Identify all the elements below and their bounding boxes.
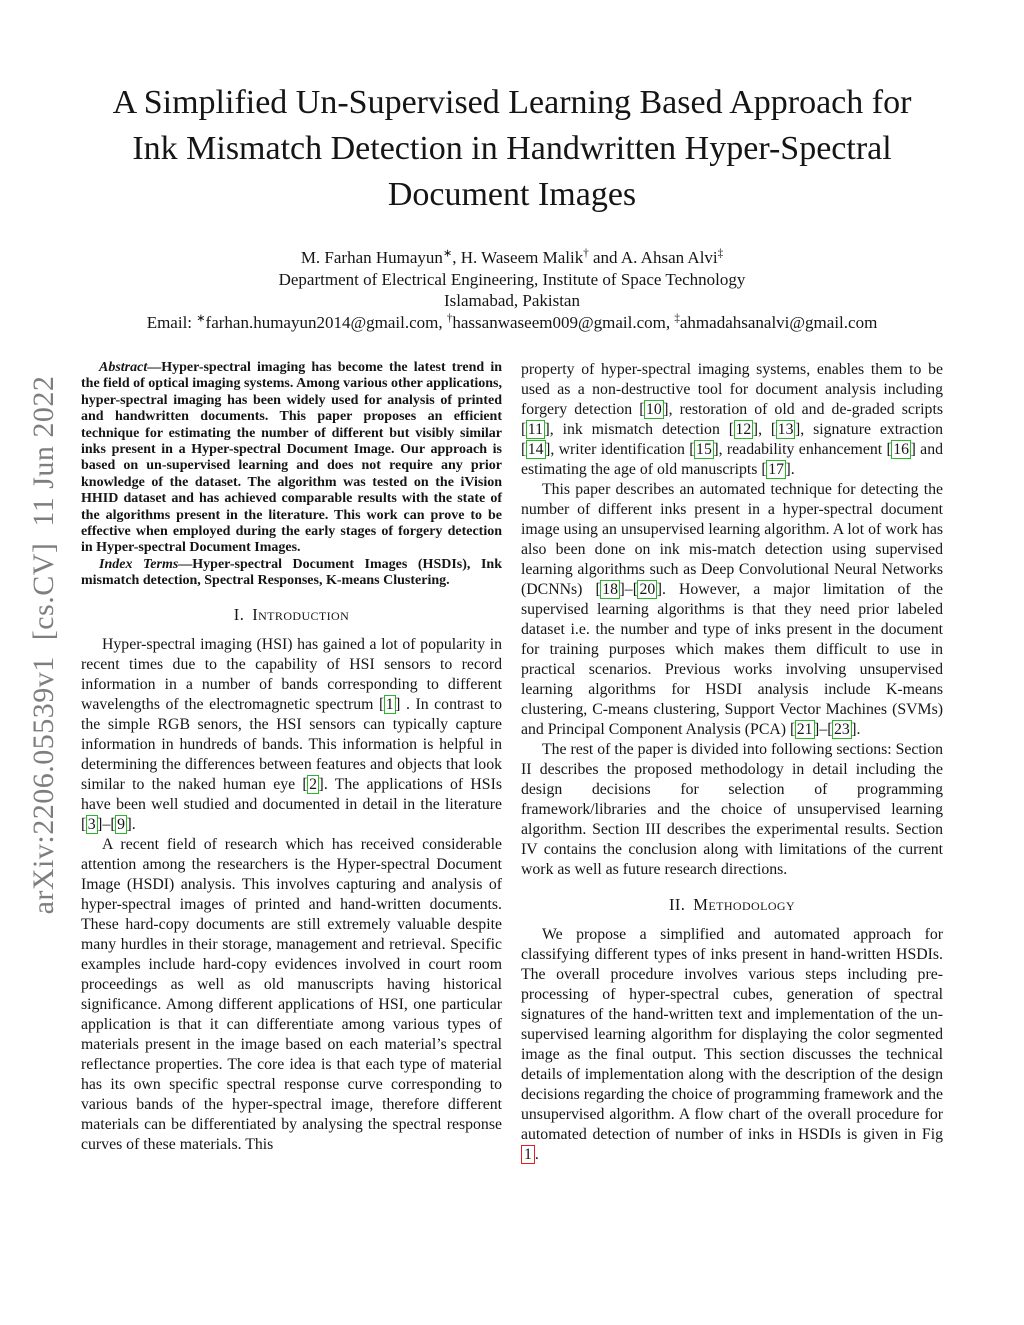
location-line: Islamabad, Pakistan xyxy=(444,291,580,310)
methodology-paragraph-1: We propose a simplified and automated approach for classifying different types of inks present in hand-written HSDIs. The overall procedure involves various steps including pre-processing of hyper-spectral cubes, generation of spectral signatures of the hand-written text and implementation of the un-supervised learning algorithm for displaying the color segmented image as the final output. This section discusses the technical details of implementation along with the description of the design decisions regarding the choice of programming framework and the unsupervised algorithm. A flow chart of the overall procedure for automated detection of number of inks in HSDIs is given in Fig 1 . xyxy=(521,926,943,1163)
section-title-methodology: Methodology xyxy=(693,895,796,914)
affiliation-line: Department of Electrical Engineering, Institute of Space Technology xyxy=(278,269,746,289)
citation-ref[interactable]: 13 xyxy=(777,421,794,438)
right-column xyxy=(521,360,943,1165)
citation-ref[interactable]: 20 xyxy=(639,581,656,598)
author-block xyxy=(102,247,922,333)
author-mark: ‡ xyxy=(674,311,680,324)
citation-ref[interactable]: 11 xyxy=(527,421,543,438)
arxiv-watermark: arXiv:2206.05539v1 [cs.CV] 11 Jun 2022 xyxy=(27,375,60,915)
citation-ref[interactable]: 3 xyxy=(87,815,96,833)
citation-ref[interactable]: 9 xyxy=(117,815,126,833)
author-mark: ∗ xyxy=(196,311,206,324)
citation-ref[interactable]: 10 xyxy=(646,401,662,418)
intro-paragraph-2-continued: property of hyper-spectral imaging systems, enables them to be used as a non-destructive tool for document analysis including forgery detection [10], restoration of old and de-graded scripts [11], ink mismatch detection [12], [13], signature extraction [14], writer identification [15], readability enhancement [16] and estimating the age of old manuscripts [17]. xyxy=(521,361,944,478)
citation-ref[interactable]: 2 xyxy=(309,775,318,793)
intro-paragraph-2: A recent field of research which has received considerable attention among the researchers is the Hyper-spectral Document Image (HSDI) analysis. This involves capturing and analysis of hyper-spectral images of printed and hand-written documents. These hard-copy documents are still extremely valuable despite many hurdles in their storage, management and retrieval. Specific examples include hard-copy evidences involved in court room proceedings as well as old manuscripts having historical significance. Among different applications of HSI, one particular application is that it can differentiate among various types of materials present in the image based on each material’s spectral reflectance properties. The core idea is that each type of material has its own specific spectral response curve corresponding to various bands of the hyper-spectral image, therefore different materials can be differentiated by analysing the spectral response curves of these materials. This xyxy=(81,835,502,1153)
section-number-methodology: II. xyxy=(668,895,686,914)
citation-ref[interactable]: 23 xyxy=(833,721,850,738)
left-column xyxy=(81,360,502,1155)
citation-ref[interactable]: 16 xyxy=(893,441,910,458)
paper-outline-paragraph: The rest of the paper is divided into following sections: Section II describes the proposed methodology in detail including the design decisions for selection of programming framework/libraries and the choice of unsupervised learning algorithm. Section III describes the experimental results. Section IV contains the conclusion along with limitations of the current work as well as future research directions. xyxy=(521,741,943,878)
index-terms-text: —Hyper-spectral Document Images (HSDIs), Ink mismatch detection, Spectral Responses, K-means Clustering. xyxy=(81,556,502,589)
citation-ref[interactable]: 12 xyxy=(735,421,752,438)
section-heading-introduction xyxy=(81,605,502,625)
citation-ref[interactable]: 21 xyxy=(796,721,813,738)
author-mark: ∗ xyxy=(442,247,453,260)
figure-ref[interactable]: 1 xyxy=(521,1145,535,1164)
abstract-paragraph xyxy=(81,360,502,557)
abstract-label: Abstract xyxy=(99,360,148,375)
author-mark: ‡ xyxy=(717,247,724,260)
citation-ref[interactable]: 15 xyxy=(696,441,712,458)
citation-ref[interactable]: 14 xyxy=(527,441,544,458)
related-work-paragraph: This paper describes an automated technique for detecting the number of different inks present in a hyper-spectral document image using an unsupervised learning algorithm. A lot of work has also been done on ink mis-match detection using supervised learning algorithms such as Deep Convolutional Neural Networks (DCNNs) [18]–[20]. However, a major limitation of the supervised learning algorithms is that they need prior labeled dataset i.e. the number and type of inks present in the document for training purposes which makes them difficult to use in practical scenarios. Previous works involving unsupervised learning algorithms for HSDI analysis include K-means clustering, C-means clustering, Support Vector Machines (SVMs) and Principal Component Analysis (PCA) [21]–[23]. xyxy=(521,481,943,738)
index-terms-label: Index Terms xyxy=(99,556,179,572)
citation-ref[interactable]: 17 xyxy=(768,461,784,478)
paper-title: A Simplified Un-Supervised Learning Based Approach for Ink Mismatch Detection in Handwritten Hyper-Spectral Document Images xyxy=(112,84,912,214)
author-mark: † xyxy=(583,247,589,260)
intro-paragraph-1: Hyper-spectral imaging (HSI) has gained a lot of popularity in recent times due to the capability of HSI sensors to record information in a number of bands corresponding to different wavelengths of the electromagnetic spectrum [1] . In contrast to the simple RGB senors, the HSI sensors can typically capture information in hundreds of bands. This information is helpful in determining the differences between features and objects that look similar to the naked human eye [2]. The applications of HSIs have been well studied and documented in detail in the literature [3]–[9]. xyxy=(81,635,502,833)
abstract-section xyxy=(81,360,502,590)
citation-ref[interactable]: 1 xyxy=(385,695,394,713)
citation-ref[interactable]: 18 xyxy=(602,581,619,598)
email-line: Email: ∗farhan.humayun2014@gmail.com, †hassanwaseem009@gmail.com, ‡ahmadahsanalvi@gmail.com xyxy=(146,311,878,332)
author-mark: † xyxy=(446,311,453,324)
section-number-introduction: I. xyxy=(233,604,245,624)
abstract-text: —Hyper-spectral imaging has become the latest trend in the field of optical imaging systems. Among various other applications, hyper-spectral imaging has been widely used for analysis of printed and handwritten documents. This paper proposes an efficient technique for estimating the number of different but visibly similar inks present in a Hyper-spectral Document Image. Our approach is based on un-supervised learning and does not require any prior knowledge of the dataset. The algorithm was tested on the iVision HHID dataset and has achieved comparable results with the state of the algorithms present in the literature. This work can prove to be effective when employed during the early stages of forgery detection in Hyper-spectral Document Images. xyxy=(81,360,502,556)
index-terms-paragraph xyxy=(81,557,502,590)
section-title-introduction: Introduction xyxy=(252,604,350,624)
section-heading-methodology xyxy=(521,895,943,915)
author-names: M. Farhan Humayun∗, H. Waseem Malik† and A. Ahsan Alvi‡ xyxy=(300,247,724,267)
